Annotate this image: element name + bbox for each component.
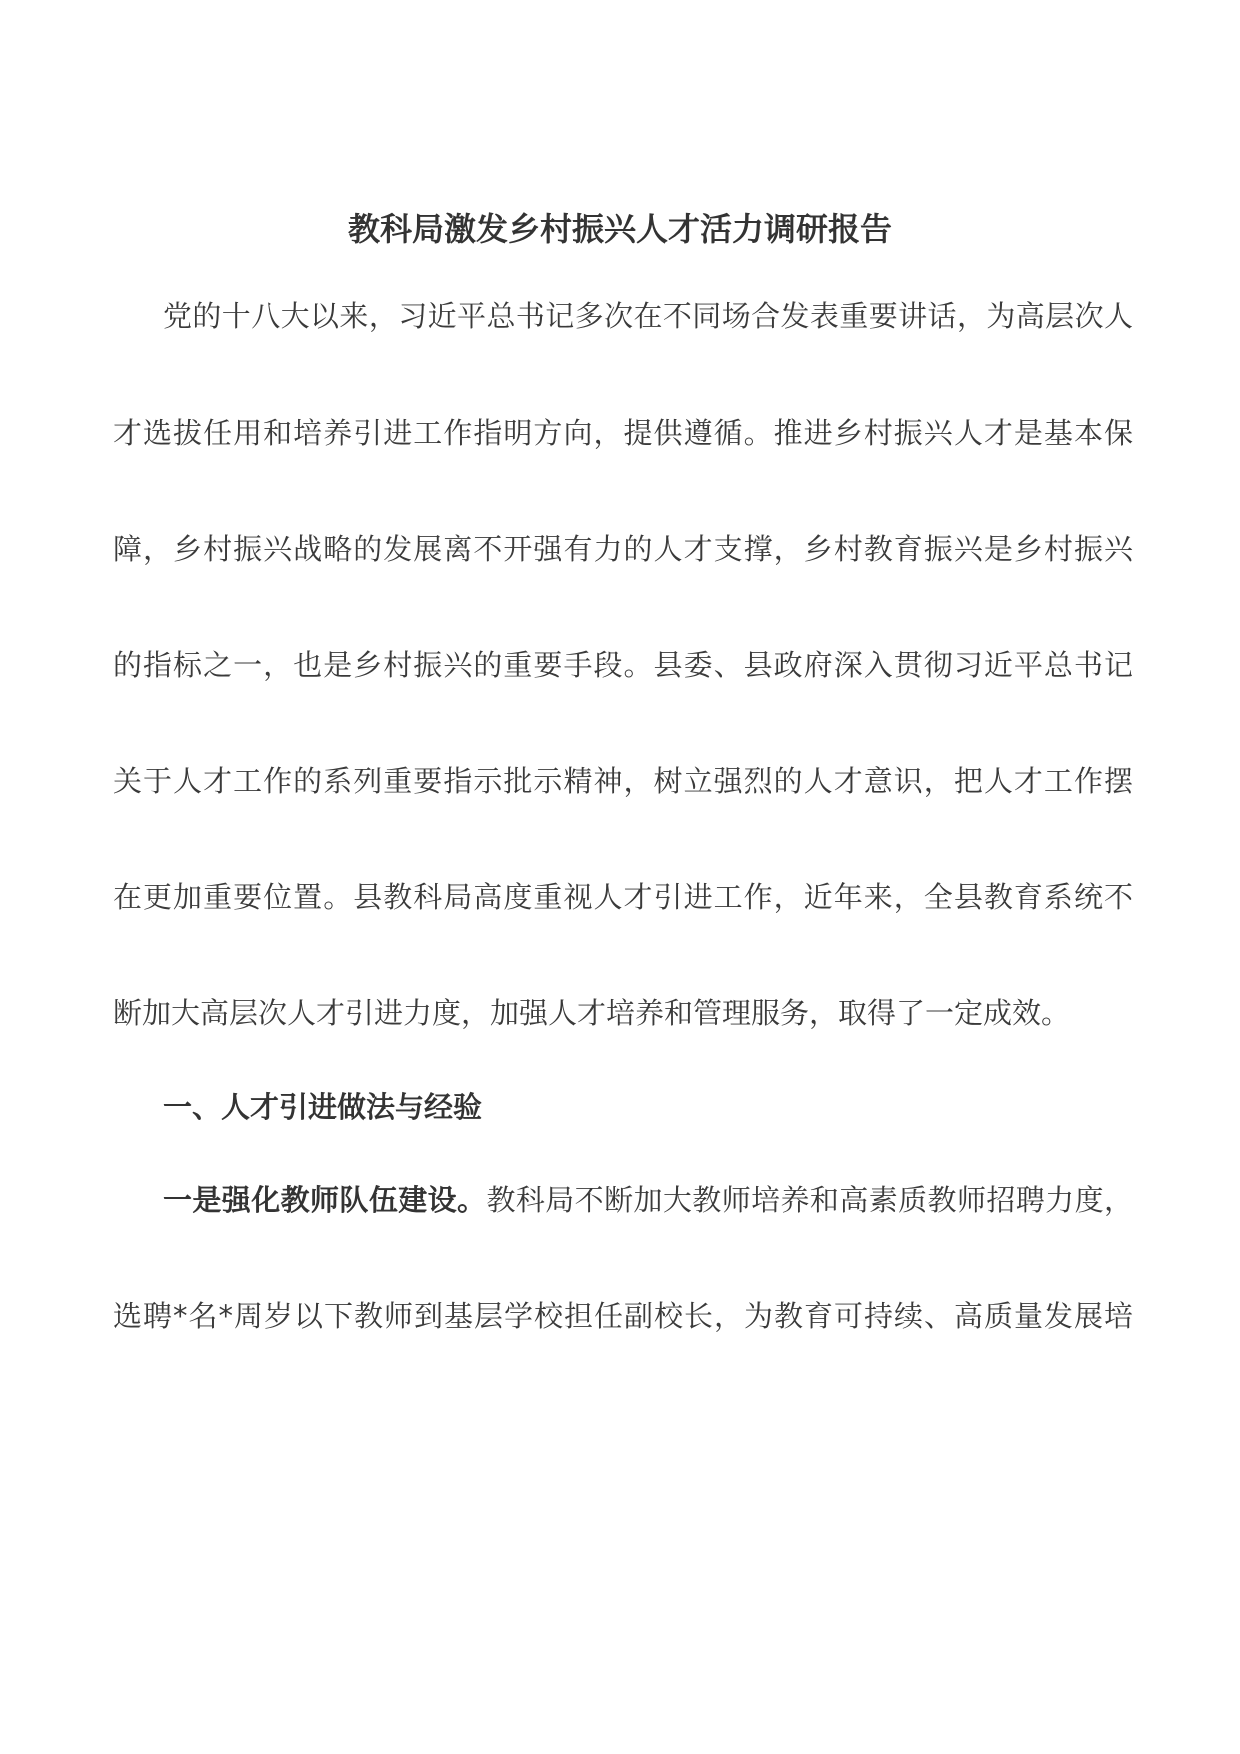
paragraph-line: 障，乡村振兴战略的发展离不开强有力的人才支撑，乡村教育振兴是乡村振兴 [113,532,1133,566]
document-title: 教科局激发乡村振兴人才活力调研报告 [347,210,892,248]
paragraph-line: 的指标之一，也是乡村振兴的重要手段。县委、县政府深入贯彻习近平总书记 [113,648,1133,682]
paragraph-line: 关于人才工作的系列重要指示批示精神，树立强烈的人才意识，把人才工作摆 [113,764,1133,798]
paragraph-line: 党的十八大以来，习近平总书记多次在不同场合发表重要讲话，为高层次人 [163,299,1133,333]
paragraph-line: 才选拔任用和培养引进工作指明方向，提供遵循。推进乡村振兴人才是基本保 [113,416,1133,450]
point-body-text: 教科局不断加大教师培养和高素质教师招聘力度， [486,1183,1133,1217]
paragraph-line: 选聘*名*周岁以下教师到基层学校担任副校长，为教育可持续、高质量发展培 [113,1299,1133,1333]
section-heading: 一、人才引进做法与经验 [163,1090,483,1124]
paragraph-line: 在更加重要位置。县教科局高度重视人才引进工作，近年来，全县教育系统不 [113,880,1133,914]
point-first-line [163,1180,1133,1220]
paragraph-line: 断加大高层次人才引进力度，加强人才培养和管理服务，取得了一定成效。 [113,996,1071,1030]
point-lead-text: 一是强化教师队伍建设。 [163,1183,487,1217]
